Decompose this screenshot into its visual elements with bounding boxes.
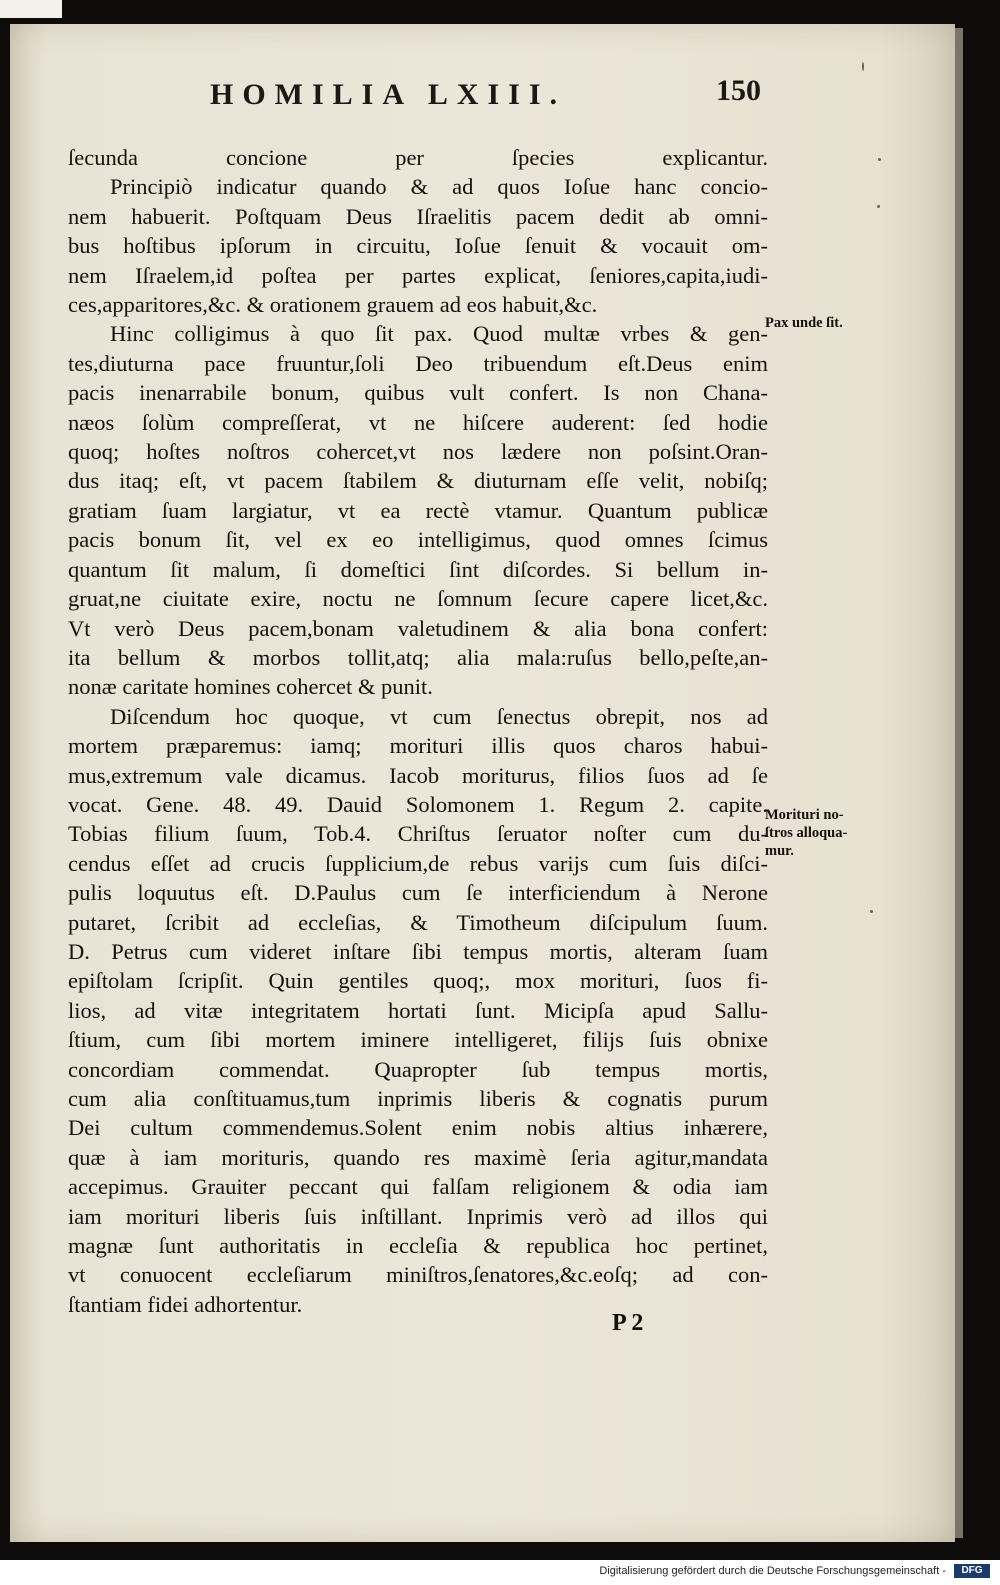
text-line: cendus eſſet ad crucis ſupplicium,de rebus varijs cum ſuis diſci-: [68, 850, 768, 876]
text-line: Hinc colligimus à quo ſit pax. Quod multæ vrbes & gen-: [110, 321, 768, 347]
text-line: gruat,ne ciuitate exire, noctu ne ſomnum ſecure capere licet,&c.: [68, 586, 768, 612]
text-line: pacis inenarrabile bonum, quibus vult confert. Is non Chana-: [68, 380, 768, 406]
text-line: putaret, ſcribit ad eccleſias, & Timotheum diſcipulum ſuum.: [68, 909, 768, 935]
text-line: næos ſolùm compreſſerat, vt ne hiſcere auderent: ſed hodie: [68, 409, 768, 435]
text-line: magnæ ſunt authoritatis in eccleſia & republica hoc pertinet,: [68, 1233, 768, 1259]
text-line: Vt verò Deus pacem,bonam valetudinem & alia bona confert:: [68, 615, 768, 641]
text-line: ſecunda concione per ſpecies explicantur.: [68, 145, 768, 170]
text-line: Tobias filium ſuum, Tob.4. Chriſtus ſeruator noſter cum du-: [68, 821, 768, 847]
marginal-line: mur.: [765, 843, 794, 859]
text-line: vt conuocent eccleſiarum miniſtros,ſenatores,&c.eoſq; ad con-: [68, 1262, 768, 1288]
text-line: Diſcendum hoc quoque, vt cum ſenectus obrepit, nos ad: [110, 703, 768, 729]
text-line: nem habuerit. Poſtquam Deus Iſraelitis pacem dedit ab omni-: [68, 203, 768, 229]
text-line: ſtium, cum ſibi mortem iminere intelligeret, filijs ſuis obnixe: [68, 1027, 768, 1053]
scan-corner-strip: [0, 0, 62, 18]
text-line: Principiò indicatur quando & ad quos Ioſue hanc concio-: [110, 174, 768, 200]
running-head: HOMILIA LXIII.: [210, 78, 567, 111]
text-line: D. Petrus cum videret inſtare ſibi tempus mortis, alteram ſuam: [68, 938, 768, 964]
signature-mark: P 2: [612, 1310, 644, 1336]
text-line: epiſtolam ſcripſit. Quin gentiles quoq;, mox morituri, ſuos fi-: [68, 968, 768, 994]
page-edge: [955, 28, 963, 1538]
text-line: ces,apparitores,&c. & orationem grauem ad eos habuit,&c.: [68, 292, 598, 318]
paper-speck: [870, 910, 873, 913]
paper-speck: [878, 158, 881, 161]
text-line: mus,extremum vale dicamus. Iacob moriturus, filios ſuos ad ſe: [68, 762, 768, 788]
marginal-note-pax: Pax unde ſit.: [765, 315, 843, 331]
text-line: concordiam commendat. Quapropter ſub tempus mortis,: [68, 1056, 768, 1082]
folio-number: 150: [716, 74, 761, 107]
text-line: quæ à iam morituris, quando res maximè ſeria agitur,mandata: [68, 1144, 768, 1170]
text-line: nonæ caritate homines cohercet & punit.: [68, 674, 433, 700]
text-line: quoq; hoſtes noſtros cohercet,vt nos lædere non poſsint.Oran-: [68, 439, 768, 465]
text-line: cum alia conſtituamus,tum inprimis liberis & cognatis purum: [68, 1086, 768, 1111]
text-line: Dei cultum commendemus.Solent enim nobis altius inhærere,: [68, 1115, 768, 1141]
marginal-line: ſtros alloqua-: [765, 825, 848, 841]
dfg-logo-icon[interactable]: DFG: [954, 1564, 990, 1578]
text-line: pacis bonum ſit, vel ex eo intelligimus, quod omnes ſcimus: [68, 527, 768, 553]
marginal-note-moriturus: [765, 806, 885, 860]
text-line: tes,diuturna pace fruuntur,ſoli Deo tribuendum eſt.Deus enim: [68, 350, 768, 376]
text-line: gratiam ſuam largiatur, vt ea rectè vtamur. Quantum publicæ: [68, 497, 768, 523]
body-text: [68, 143, 768, 1319]
text-line: nem Iſraelem,id poſtea per partes explicat, ſeniores,capita,iudi-: [68, 262, 768, 288]
text-line: bus hoſtibus ipſorum in circuitu, Ioſue ſenuit & vocauit om-: [68, 233, 768, 259]
text-line: quantum ſit malum, ſi domeſtici ſint diſcordes. Si bellum in-: [68, 556, 768, 582]
paper-speck: [862, 62, 864, 71]
text-line: iam morituri liberis ſuis inſtillant. Inprimis verò ad illos qui: [68, 1203, 768, 1229]
text-line: accepimus. Grauiter peccant qui falſam religionem & odia iam: [68, 1174, 768, 1200]
marginal-line: Morituri no-: [765, 807, 844, 823]
text-line: vocat. Gene. 48. 49. Dauid Solomonem 1. Regum 2. capite.: [68, 791, 768, 817]
text-line: dus itaq; eſt, vt pacem ſtabilem & diuturnam eſſe velit, nobiſq;: [68, 468, 768, 494]
footer-credit: Digitalisierung gefördert durch die Deutsche Forschungsgemeinschaft -: [599, 1565, 946, 1577]
text-line: pulis loquutus eſt. D.Paulus cum ſe interficiendum à Nerone: [68, 880, 768, 906]
text-line: ſtantiam fidei adhortentur.: [68, 1291, 303, 1317]
text-line: lios, ad vitæ integritatem hortati ſunt. Micipſa apud Sallu-: [68, 997, 768, 1023]
text-line: mortem præparemus: iamq; morituri illis quos charos habui-: [68, 733, 768, 759]
paper-speck: [877, 205, 880, 208]
text-line: ita bellum & morbos tollit,atq; alia mala:ruſus bello,peſte,an-: [68, 644, 768, 670]
